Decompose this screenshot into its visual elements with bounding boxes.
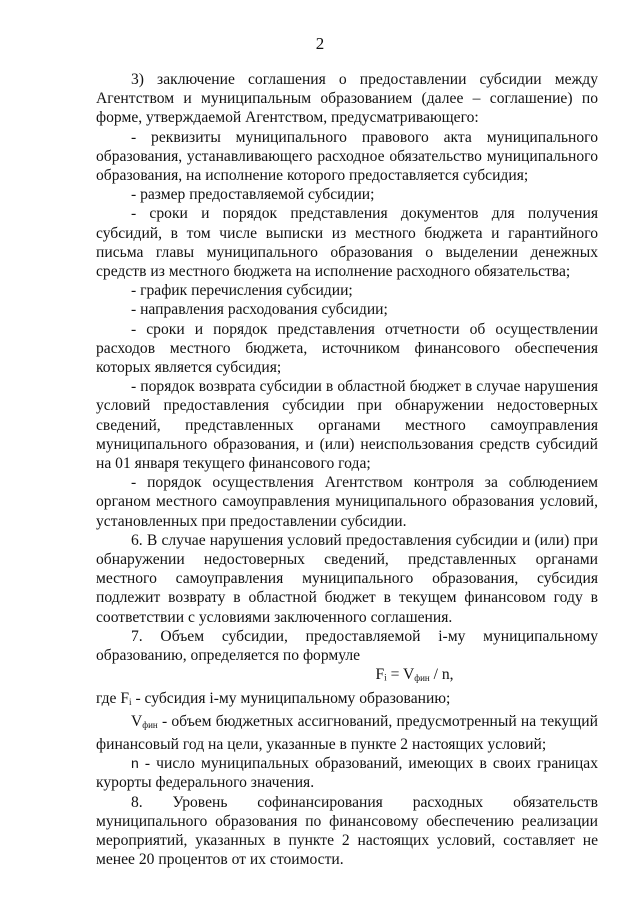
bullet-return-procedure: - порядок возврата субсидии в областной бюджет в случае нарушения условий предоставления субсидии при обнаружении недостоверных сведений, представленных органами местного самоуправления муниципального образования, и (или) неиспользования средств субсидий на 01 января текущего финансового года; bbox=[96, 378, 598, 473]
bullet-subsidy-size: - размер предоставляемой субсидии; bbox=[131, 186, 375, 204]
bullet-requisites: - реквизиты муниципального правового акта муниципального образования, устанавливающего расходное обязательство муниципального образования, на исполнение которого предоставляется субсидия; bbox=[96, 128, 598, 185]
where-text: - субсидия i-му муниципальному образованию; bbox=[131, 689, 451, 707]
v-subscript: фин bbox=[142, 719, 158, 730]
bullet-reporting: - сроки и порядок представления отчетности об осуществлении расходов местного бюджета, источником финансового обеспечения которых является субсидия; bbox=[96, 320, 598, 377]
n-text: - число муниципальных образований, имеющих в своих границах курорты федерального значения. bbox=[96, 755, 598, 792]
bullet-spending-directions: - направления расходования субсидии; bbox=[131, 301, 388, 319]
where-subscript: i bbox=[129, 696, 132, 707]
v-text: - объем бюджетных ассигнований, предусмотренный на текущий финансовый год на цели, указанные в пункте 2 настоящих условий; bbox=[96, 712, 598, 753]
bullet-transfer-schedule: - график перечисления субсидии; bbox=[131, 282, 353, 300]
bullet-documents-deadlines: - сроки и порядок представления документов для получения субсидий, в том числе выписки из местного бюджета и гарантийного письма главы муниципального образования о выделении денежных средств из местного бюджета на исполнение расходного обязательства; bbox=[96, 205, 598, 281]
page-number: 2 bbox=[315, 34, 325, 53]
v-definition bbox=[96, 712, 598, 754]
paragraph-item-8: 8. Уровень софинансирования расходных обязательств муниципального образования по финансовому обеспечению реализации мероприятий, указанных в пункте 2 настоящих условий, составляет не менее 20 процентов от их стоимости. bbox=[96, 793, 598, 869]
n-definition bbox=[96, 754, 598, 792]
paragraph-item-7: 7. Объем субсидии, предоставляемой i-му муниципальному образованию, определяется по формуле bbox=[96, 627, 598, 665]
bullet-control-procedure: - порядок осуществления Агентством контроля за соблюдением органом местного самоуправления муниципального образования условий, установленных при предоставлении субсидии. bbox=[96, 474, 598, 530]
v-main: V bbox=[131, 712, 143, 730]
where-f-definition bbox=[96, 689, 598, 712]
paragraph-item-3: 3) заключение соглашения о предоставлении субсидии между Агентством и муниципальным образованием (далее – соглашение) по форме, утверждаемой Агентством, предусматривающего: bbox=[96, 71, 598, 127]
paragraph-item-6: 6. В случае нарушения условий предоставления субсидии и (или) при обнаружении недостоверных сведений, представленных органами местного самоуправления муниципального образования, субсидия подлежит возврату в областной бюджет в текущем финансовом году в соответствии с условиями заключенного соглашения. bbox=[96, 531, 598, 626]
formula-tail: / n, bbox=[429, 666, 454, 684]
formula-main: Fᵢ = V bbox=[375, 666, 415, 684]
document-body bbox=[96, 70, 598, 869]
formula bbox=[96, 665, 598, 688]
n-letter: n bbox=[131, 755, 139, 772]
formula-subscript: фин bbox=[414, 673, 430, 684]
where-prefix: где F bbox=[96, 689, 130, 707]
